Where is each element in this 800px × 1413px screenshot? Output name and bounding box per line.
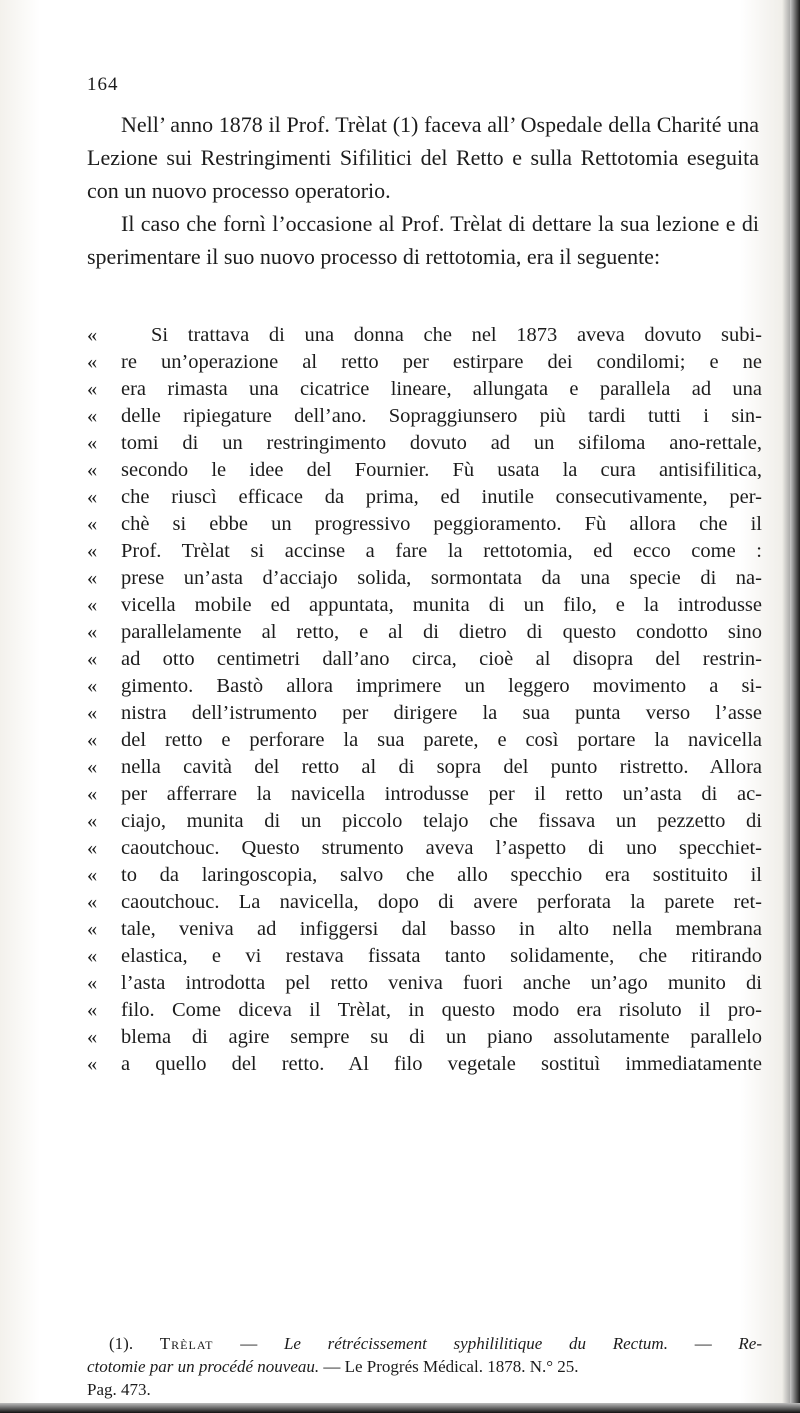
footnote-line-2 [87, 1357, 579, 1376]
guillemet-mark: « [87, 540, 98, 562]
footnote-dash: — [240, 1334, 258, 1353]
quote-line-text: nella cavità del retto al di sopra del punto ristretto. Allora [121, 756, 762, 778]
guillemet-mark: « [87, 702, 98, 724]
quote-line [87, 457, 762, 484]
guillemet-mark: « [87, 405, 98, 427]
intro-text [87, 108, 759, 273]
quote-line-text: l’asta introdotta pel retto veniva fuori anche un’ago munito di [121, 972, 762, 994]
guillemet-mark: « [87, 675, 98, 697]
footnote-dash: — [323, 1357, 341, 1376]
quote-line [87, 484, 762, 511]
quote-line-text: caoutchouc. Questo strumento aveva l’aspetto di uno specchiet- [121, 837, 762, 859]
footnote-dash: — [694, 1334, 712, 1353]
quote-line [87, 619, 762, 646]
footnote-marker: (1). [109, 1334, 134, 1353]
quote-line [87, 430, 762, 457]
quote-line [87, 376, 762, 403]
scan-shadow-right [790, 0, 800, 1413]
quote-line-text: prese un’asta d’acciajo solida, sormontata da una specie di na- [121, 567, 762, 589]
quote-line-text: elastica, e vi restava fissata tanto solidamente, che ritirando [121, 945, 762, 967]
footnote-title-hyphen: Re- [738, 1334, 762, 1353]
quote-line-text: che riuscì efficace da prima, ed inutile consecutivamente, per- [121, 486, 762, 508]
quote-line [87, 997, 762, 1024]
quote-line [87, 322, 762, 349]
quote-line [87, 727, 762, 754]
guillemet-mark: « [87, 837, 98, 859]
guillemet-mark: « [87, 999, 98, 1021]
quote-line-text: vicella mobile ed appuntata, munita di un filo, e la introdusse [121, 594, 762, 616]
quote-line [87, 646, 762, 673]
quote-line [87, 511, 762, 538]
scan-shadow-bottom [0, 1403, 800, 1413]
quote-line-text: tomi di un restringimento dovuto ad un sifiloma ano-rettale, [121, 432, 762, 454]
quote-line-text: ciajo, munita di un piccolo telajo che fissava un pezzetto di [121, 810, 762, 832]
guillemet-mark: « [87, 1026, 98, 1048]
quote-line-text: nistra dell’istrumento per dirigere la sua punta verso l’asse [121, 702, 762, 724]
guillemet-mark: « [87, 513, 98, 535]
guillemet-mark: « [87, 864, 98, 886]
footnote-title-part-2: ctotomie par un procédé nouveau. [87, 1357, 320, 1376]
guillemet-mark: « [87, 729, 98, 751]
guillemet-mark: « [87, 810, 98, 832]
quote-line-text: filo. Come diceva il Trèlat, in questo modo era risoluto il pro- [121, 999, 762, 1021]
quote-line [87, 781, 762, 808]
quote-line-text: del retto e perforare la sua parete, e così portare la navicella [121, 729, 762, 751]
footnote-pages: Pag. 473. [87, 1380, 151, 1399]
guillemet-mark: « [87, 972, 98, 994]
quote-line-text: to da laringoscopia, salvo che allo specchio era sostituito il [121, 864, 762, 886]
footnote-author: Trèlat [159, 1334, 214, 1353]
footnote-line-1 [87, 1332, 762, 1355]
guillemet-mark: « [87, 783, 98, 805]
quote-line-text: caoutchouc. La navicella, dopo di avere perforata la parete ret- [121, 891, 762, 913]
guillemet-mark: « [87, 945, 98, 967]
footnote-source: Le Progrés Médical. 1878. N.° 25. [344, 1357, 579, 1376]
quote-line-text: Si trattava di una donna che nel 1873 aveva dovuto subi- [151, 324, 762, 346]
quote-line-text: a quello del retto. Al filo vegetale sostituì immediatamente [121, 1053, 762, 1075]
quote-line [87, 808, 762, 835]
quote-line [87, 700, 762, 727]
quote-line [87, 835, 762, 862]
guillemet-mark: « [87, 567, 98, 589]
quote-line-text: secondo le idee del Fournier. Fù usata la cura antisifilitica, [121, 459, 762, 481]
quote-line-text: re un’operazione al retto per estirpare dei condilomi; e ne [121, 351, 762, 373]
guillemet-mark: « [87, 756, 98, 778]
quote-line [87, 916, 762, 943]
quote-line-text: parallelamente al retto, e al di dietro di questo condotto sino [121, 621, 762, 643]
guillemet-mark: « [87, 486, 98, 508]
quote-line-text: Prof. Trèlat si accinse a fare la rettotomia, ed ecco come : [121, 540, 762, 562]
guillemet-mark: « [87, 1053, 98, 1075]
quote-line [87, 862, 762, 889]
footnote [87, 1332, 762, 1401]
quote-line [87, 943, 762, 970]
intro-paragraph-2: Il caso che fornì l’occasione al Prof. Trèlat di dettare la sua lezione e di sperimentare il suo nuovo processo di rettotomia, era il seguente: [87, 211, 759, 269]
quote-line [87, 403, 762, 430]
quote-line-text: delle ripiegature dell’ano. Sopraggiunsero più tardi tutti i sin- [121, 405, 762, 427]
footnote-title-part-1: Le rétrécissement syphililitique du Rectum. [283, 1334, 668, 1353]
quote-line-text: blema di agire sempre su di un piano assolutamente parallelo [121, 1026, 762, 1048]
guillemet-mark: « [87, 324, 98, 346]
guillemet-mark: « [87, 621, 98, 643]
quote-line [87, 565, 762, 592]
intro-paragraph-1: Nell’ anno 1878 il Prof. Trèlat (1) faceva all’ Ospedale della Charité una Lezione sui Restringimenti Sifilitici del Retto e sulla Rettotomia eseguita con un nuovo processo operatorio. [87, 112, 759, 203]
quote-line [87, 754, 762, 781]
page-number: 164 [87, 74, 119, 95]
quote-line [87, 673, 762, 700]
guillemet-mark: « [87, 459, 98, 481]
quote-line-text: tale, veniva ad infiggersi dal basso in alto nella membrana [121, 918, 762, 940]
guillemet-mark: « [87, 432, 98, 454]
quote-line [87, 349, 762, 376]
guillemet-mark: « [87, 594, 98, 616]
quote-line-text: era rimasta una cicatrice lineare, allungata e parallela ad una [121, 378, 762, 400]
quoted-passage [87, 322, 762, 1078]
quote-line-text: chè si ebbe un progressivo peggioramento. Fù allora che il [121, 513, 762, 535]
quote-line-text: ad otto centimetri dall’ano circa, cioè al disopra del restrin- [121, 648, 762, 670]
quote-line-text: gimento. Bastò allora imprimere un leggero movimento a si- [121, 675, 762, 697]
guillemet-mark: « [87, 918, 98, 940]
guillemet-mark: « [87, 378, 98, 400]
quote-line [87, 592, 762, 619]
quote-line [87, 970, 762, 997]
guillemet-mark: « [87, 351, 98, 373]
guillemet-mark: « [87, 891, 98, 913]
quote-line [87, 1024, 762, 1051]
quote-line-text: per afferrare la navicella introdusse per il retto un’asta di ac- [121, 783, 762, 805]
quote-line [87, 889, 762, 916]
quote-line [87, 538, 762, 565]
guillemet-mark: « [87, 648, 98, 670]
quote-line [87, 1051, 762, 1078]
